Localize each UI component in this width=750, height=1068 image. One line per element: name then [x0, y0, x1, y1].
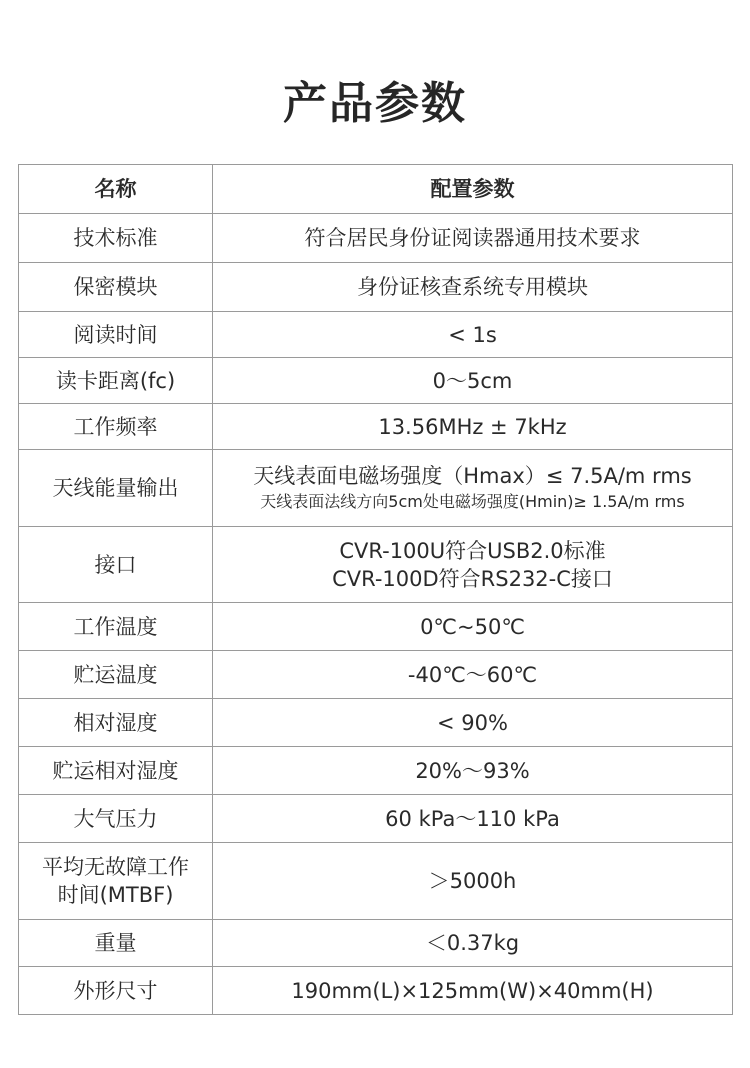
row-value: 13.56MHz ± 7kHz [213, 404, 733, 450]
row-name: 保密模块 [19, 263, 213, 312]
row-value-line: 天线表面法线方向5cm处电磁场强度(Hmin)≥ 1.5A/m rms [260, 492, 685, 511]
table-row [19, 358, 733, 404]
row-name: 大气压力 [19, 795, 213, 843]
row-value-line: 天线表面电磁场强度（Hmax）≤ 7.5A/m rms [253, 464, 692, 488]
row-value [213, 527, 733, 603]
row-value: 0℃~50℃ [213, 603, 733, 651]
row-value: 0～5cm [213, 358, 733, 404]
table-row [19, 699, 733, 747]
table-header-row [19, 165, 733, 214]
table-row [19, 263, 733, 312]
header-value: 配置参数 [213, 165, 733, 214]
row-name: 工作频率 [19, 404, 213, 450]
row-name [19, 843, 213, 920]
row-name-line: 时间(MTBF) [57, 883, 174, 907]
table-row [19, 747, 733, 795]
table-row [19, 603, 733, 651]
table-row [19, 795, 733, 843]
row-name: 工作温度 [19, 603, 213, 651]
table-row [19, 920, 733, 967]
row-name-line: 平均无故障工作 [42, 855, 189, 879]
row-value: 190mm(L)×125mm(W)×40mm(H) [213, 967, 733, 1015]
row-value: 身份证核查系统专用模块 [213, 263, 733, 312]
spec-table [18, 164, 733, 1015]
row-value-line: CVR-100D符合RS232-C接口 [332, 566, 613, 591]
row-name: 重量 [19, 920, 213, 967]
row-value [213, 450, 733, 527]
row-value: 20%～93% [213, 747, 733, 795]
row-value-line: CVR-100U符合USB2.0标准 [339, 538, 606, 563]
row-value: -40℃～60℃ [213, 651, 733, 699]
table-row [19, 214, 733, 263]
row-name: 技术标准 [19, 214, 213, 263]
table-row [19, 312, 733, 358]
table-row [19, 527, 733, 603]
row-name: 天线能量输出 [19, 450, 213, 527]
row-name: 读卡距离(fc) [19, 358, 213, 404]
row-name: 接口 [19, 527, 213, 603]
table-row [19, 651, 733, 699]
row-value: < 1s [213, 312, 733, 358]
row-value: ＞5000h [213, 843, 733, 920]
header-name: 名称 [19, 165, 213, 214]
table-row [19, 967, 733, 1015]
table-row [19, 450, 733, 527]
row-name: 贮运温度 [19, 651, 213, 699]
row-name: 相对湿度 [19, 699, 213, 747]
row-name: 贮运相对湿度 [19, 747, 213, 795]
row-value: ＜0.37kg [213, 920, 733, 967]
row-value: 60 kPa～110 kPa [213, 795, 733, 843]
table-row [19, 404, 733, 450]
table-row [19, 843, 733, 920]
page-title: 产品参数 [283, 78, 467, 129]
row-value: 符合居民身份证阅读器通用技术要求 [213, 214, 733, 263]
row-name: 外形尺寸 [19, 967, 213, 1015]
row-name: 阅读时间 [19, 312, 213, 358]
row-value: < 90% [213, 699, 733, 747]
